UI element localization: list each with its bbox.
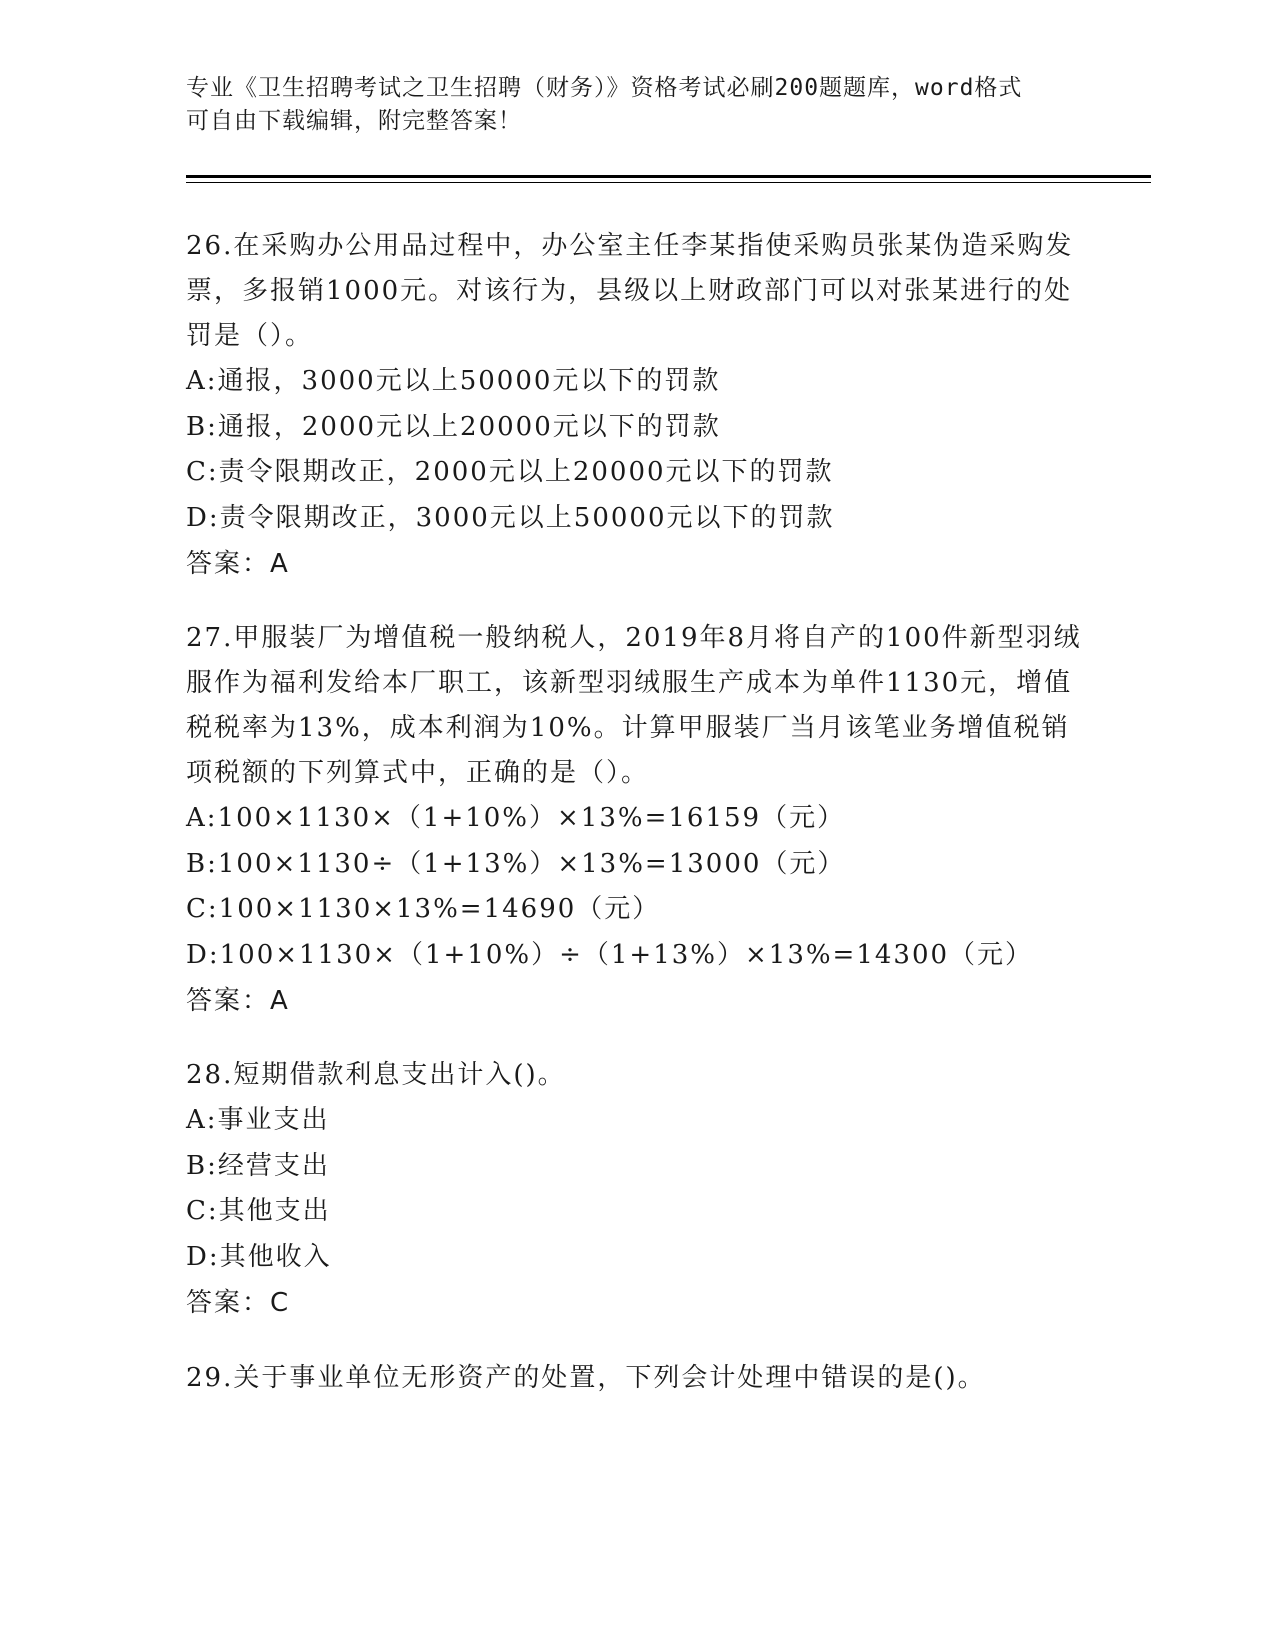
option-b: B:100×1130÷（1+13%）×13%=13000（元） (186, 848, 846, 879)
header-divider-thick (186, 175, 1151, 178)
question-stem: 28.短期借款利息支出计入()。 (186, 1060, 566, 1090)
answer: 答案：C (186, 1288, 291, 1318)
option-c: C:其他支出 (186, 1196, 331, 1226)
answer: 答案：A (186, 549, 290, 579)
question-stem: 27.甲服装厂为增值税一般纳税人，2019年8月将自产的100件新型羽绒服作为福利发给本厂职工，该新型羽绒服生产成本为单件1130元，增值税税率为13%，成本利润为10%。计算甲服装厂当月该笔业务增值税销项税额的下列算式中，正确的是（）。 (186, 623, 1082, 788)
question-27 (186, 616, 1086, 1024)
option-a: A:事业支出 (186, 1105, 330, 1135)
header-line-2: 可自由下载编辑，附完整答案！ (186, 108, 522, 134)
option-c: C:100×1130×13%=14690（元） (186, 894, 661, 924)
question-stem: 29.关于事业单位无形资产的处置，下列会计处理中错误的是()。 (186, 1363, 986, 1393)
question-26 (186, 224, 1086, 587)
question-28 (186, 1053, 1086, 1326)
option-d: D:责令限期改正，3000元以上50000元以下的罚款 (186, 502, 835, 533)
option-b: B:通报，2000元以上20000元以下的罚款 (186, 411, 721, 442)
question-29 (186, 1356, 1086, 1401)
document-header (186, 72, 1086, 138)
header-divider-thin (186, 182, 1151, 183)
option-d: D:其他收入 (186, 1241, 332, 1272)
option-a: A:通报，3000元以上50000元以下的罚款 (186, 366, 721, 396)
answer: 答案：A (186, 986, 290, 1016)
option-c: C:责令限期改正，2000元以上20000元以下的罚款 (186, 457, 834, 487)
option-d: D:100×1130×（1+10%）÷（1+13%）×13%=14300（元） (186, 939, 1034, 970)
header-line-1: 专业《卫生招聘考试之卫生招聘（财务）》资格考试必刷200题题库，word格式 (186, 75, 1023, 101)
question-stem: 26.在采购办公用品过程中，办公室主任李某指使采购员张某伪造采购发票，多报销1000元。对该行为，县级以上财政部门可以对张某进行的处罚是（）。 (186, 231, 1074, 351)
option-b: B:经营支出 (186, 1150, 330, 1181)
option-a: A:100×1130×（1+10%）×13%=16159（元） (186, 803, 846, 833)
